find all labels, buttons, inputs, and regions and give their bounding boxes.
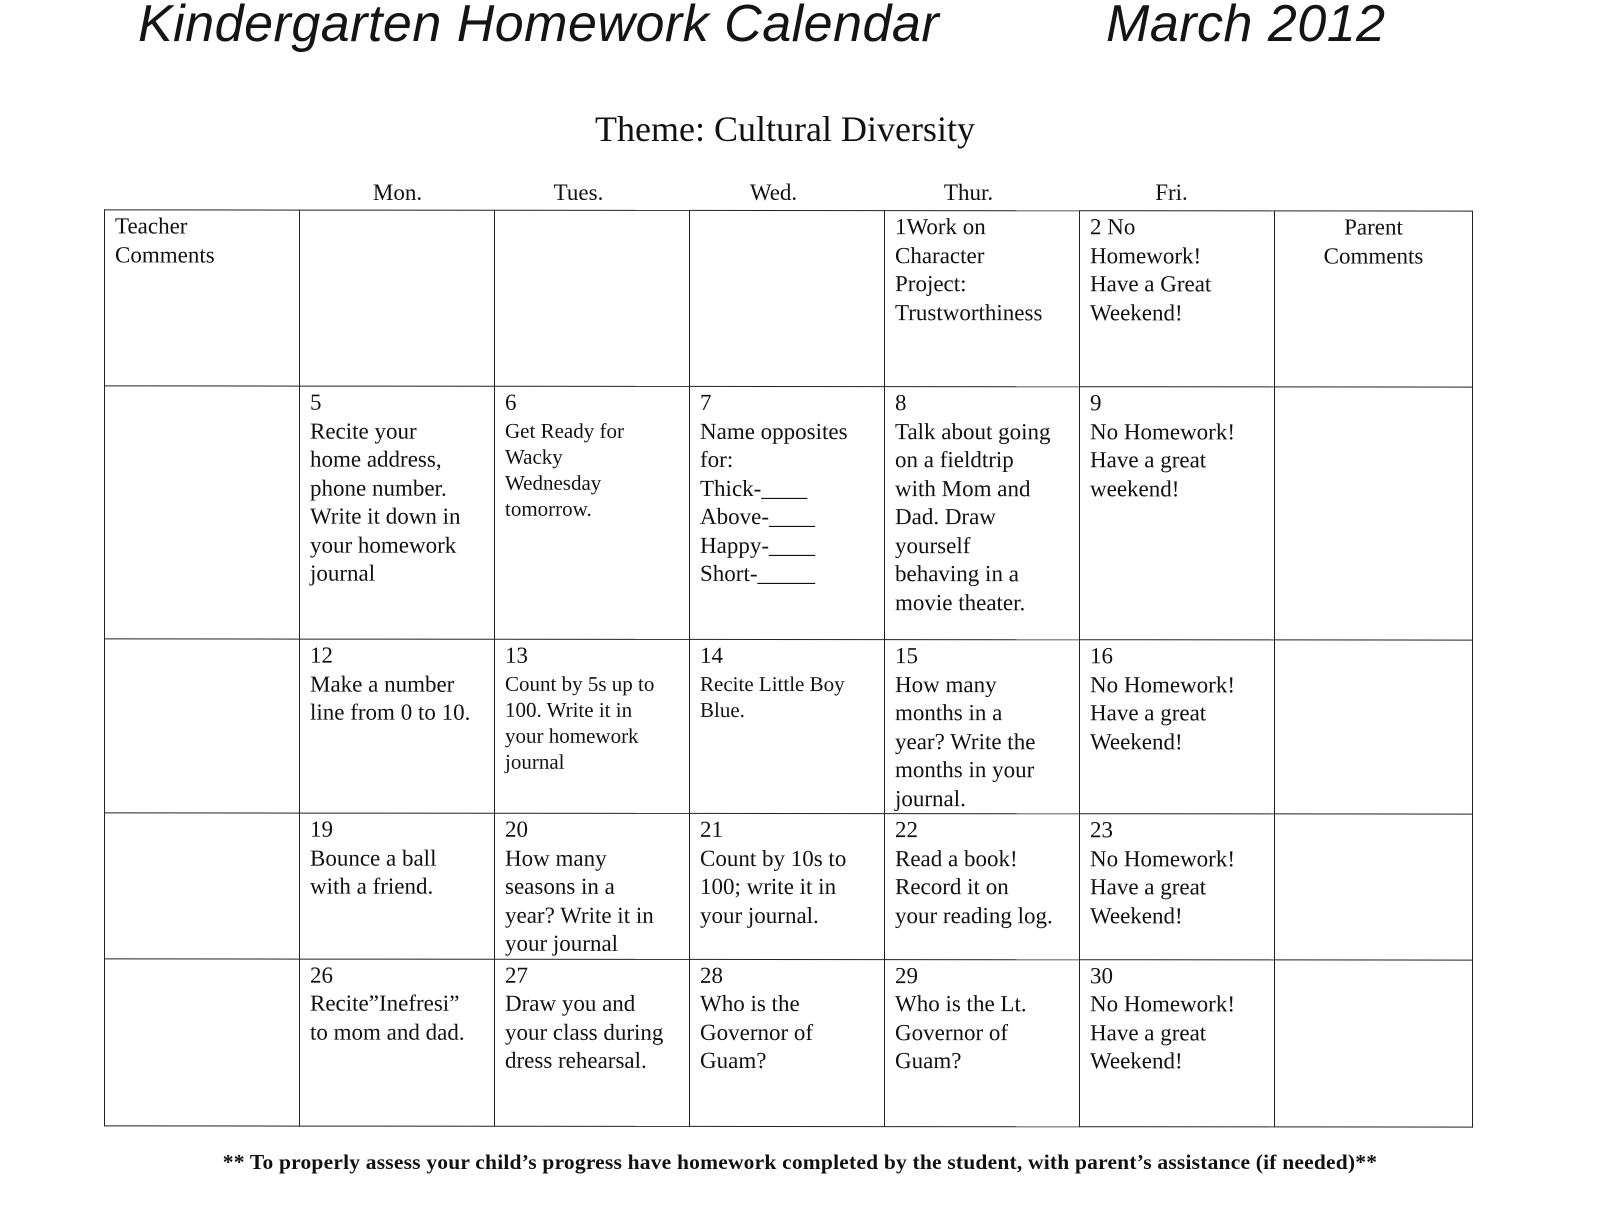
week-row [105,813,1473,960]
date-number: 22 [895,817,918,843]
parent-comment-cell [1275,640,1473,814]
day-cell [690,210,885,386]
date-number: 1 [895,214,907,240]
date-number: 6 [505,389,517,415]
homework-calendar-grid [104,209,1473,1127]
date-number: 26 [310,962,333,988]
theme-heading: Theme: Cultural Diversity [595,109,975,149]
day-cell: 28 Who is the Governor of Guam? [690,959,885,1126]
date-number: 2 [1090,214,1102,240]
calendar-title: Kindergarten Homework Calendar [138,0,940,53]
day-cell: 12 Make a number line from 0 to 10. [300,639,495,813]
date-number: 5 [310,389,322,415]
week-row [105,958,1473,1126]
day-cell: 14 Recite Little Boy Blue. [690,639,885,813]
day-cell: 1Work on Character Project: Trustworthiness [885,211,1080,387]
day-cell: 7 Name opposites for: Thick-____ Above-____ Happy-____ Short-_____ [690,386,885,639]
date-number: 13 [505,642,528,668]
date-number: 7 [700,389,712,415]
day-cell: 13 Count by 5s up to 100. Write it in your homework journal [495,639,690,813]
date-number: 8 [895,390,907,416]
date-number: 19 [310,816,333,842]
day-header-tue: Tues. [553,180,604,205]
parent-comment-cell [1275,959,1473,1126]
day-cell: 15 How many months in a year? Write the months in your journal. [885,640,1080,814]
week-row [105,639,1473,814]
teacher-comment-cell [105,386,300,639]
day-cell: 30 No Homework! Have a great Weekend! [1080,959,1275,1126]
date-number: 30 [1090,962,1113,988]
day-cell: 5 Recite your home address, phone number. Write it down in your homework journal [300,386,495,639]
parent-comment-cell [1275,814,1473,960]
day-header-thu: Thur. [943,180,994,205]
date-number: 15 [895,643,918,669]
day-cell: 16 No Homework! Have a great Weekend! [1080,640,1275,814]
day-cell: 20 How many seasons in a year? Write it in your journal [495,813,690,959]
day-cell: 26 Recite”Inefresi” to mom and dad. [300,959,495,1126]
teacher-comment-cell [105,958,300,1125]
day-header-wed: Wed. [749,180,798,205]
parent-comments-label: Parent Comments [1275,211,1473,387]
date-number: 28 [700,962,723,988]
day-cell: 29 Who is the Lt. Governor of Guam? [885,959,1080,1126]
date-number: 29 [895,962,918,988]
day-cell: 23 No Homework! Have a great Weekend! [1080,814,1275,960]
week-row [105,386,1473,640]
footer-note: ** To properly assess your child’s progress have homework completed by the student, with parent’s assistance (if needed)** [222,1150,1378,1174]
day-cell: 9 No Homework! Have a great weekend! [1080,387,1275,640]
day-cell: 19 Bounce a ball with a friend. [300,813,495,959]
day-header-mon: Mon. [372,180,423,205]
teacher-comment-cell [105,813,300,959]
week-row [105,210,1473,387]
date-number: 27 [505,962,528,988]
date-number: 9 [1090,390,1102,416]
teacher-comments-label: Teacher Comments [105,210,300,386]
day-cell: 27 Draw you and your class during dress rehearsal. [495,959,690,1126]
parent-comment-cell [1275,387,1473,640]
date-number: 23 [1090,817,1113,843]
day-cell: 22 Read a book! Record it on your reading log. [885,814,1080,960]
day-cell: 8 Talk about going on a fieldtrip with Mom and Dad. Draw yourself behaving in a movie theater. [885,387,1080,640]
date-number: 14 [700,642,723,668]
date-number: 12 [310,642,333,668]
date-number: 16 [1090,643,1113,669]
day-header-fri: Fri. [1155,180,1188,205]
month-year: March 2012 [1106,0,1386,53]
day-cell: 6 Get Ready for Wacky Wednesday tomorrow. [495,386,690,639]
day-cell: 21 Count by 10s to 100; write it in your journal. [690,813,885,959]
day-cell: 2 No Homework! Have a Great Weekend! [1080,211,1275,387]
date-number: 20 [505,816,528,842]
day-cell [300,210,495,386]
day-cell [495,210,690,386]
date-number: 21 [700,816,723,842]
teacher-comment-cell [105,639,300,813]
